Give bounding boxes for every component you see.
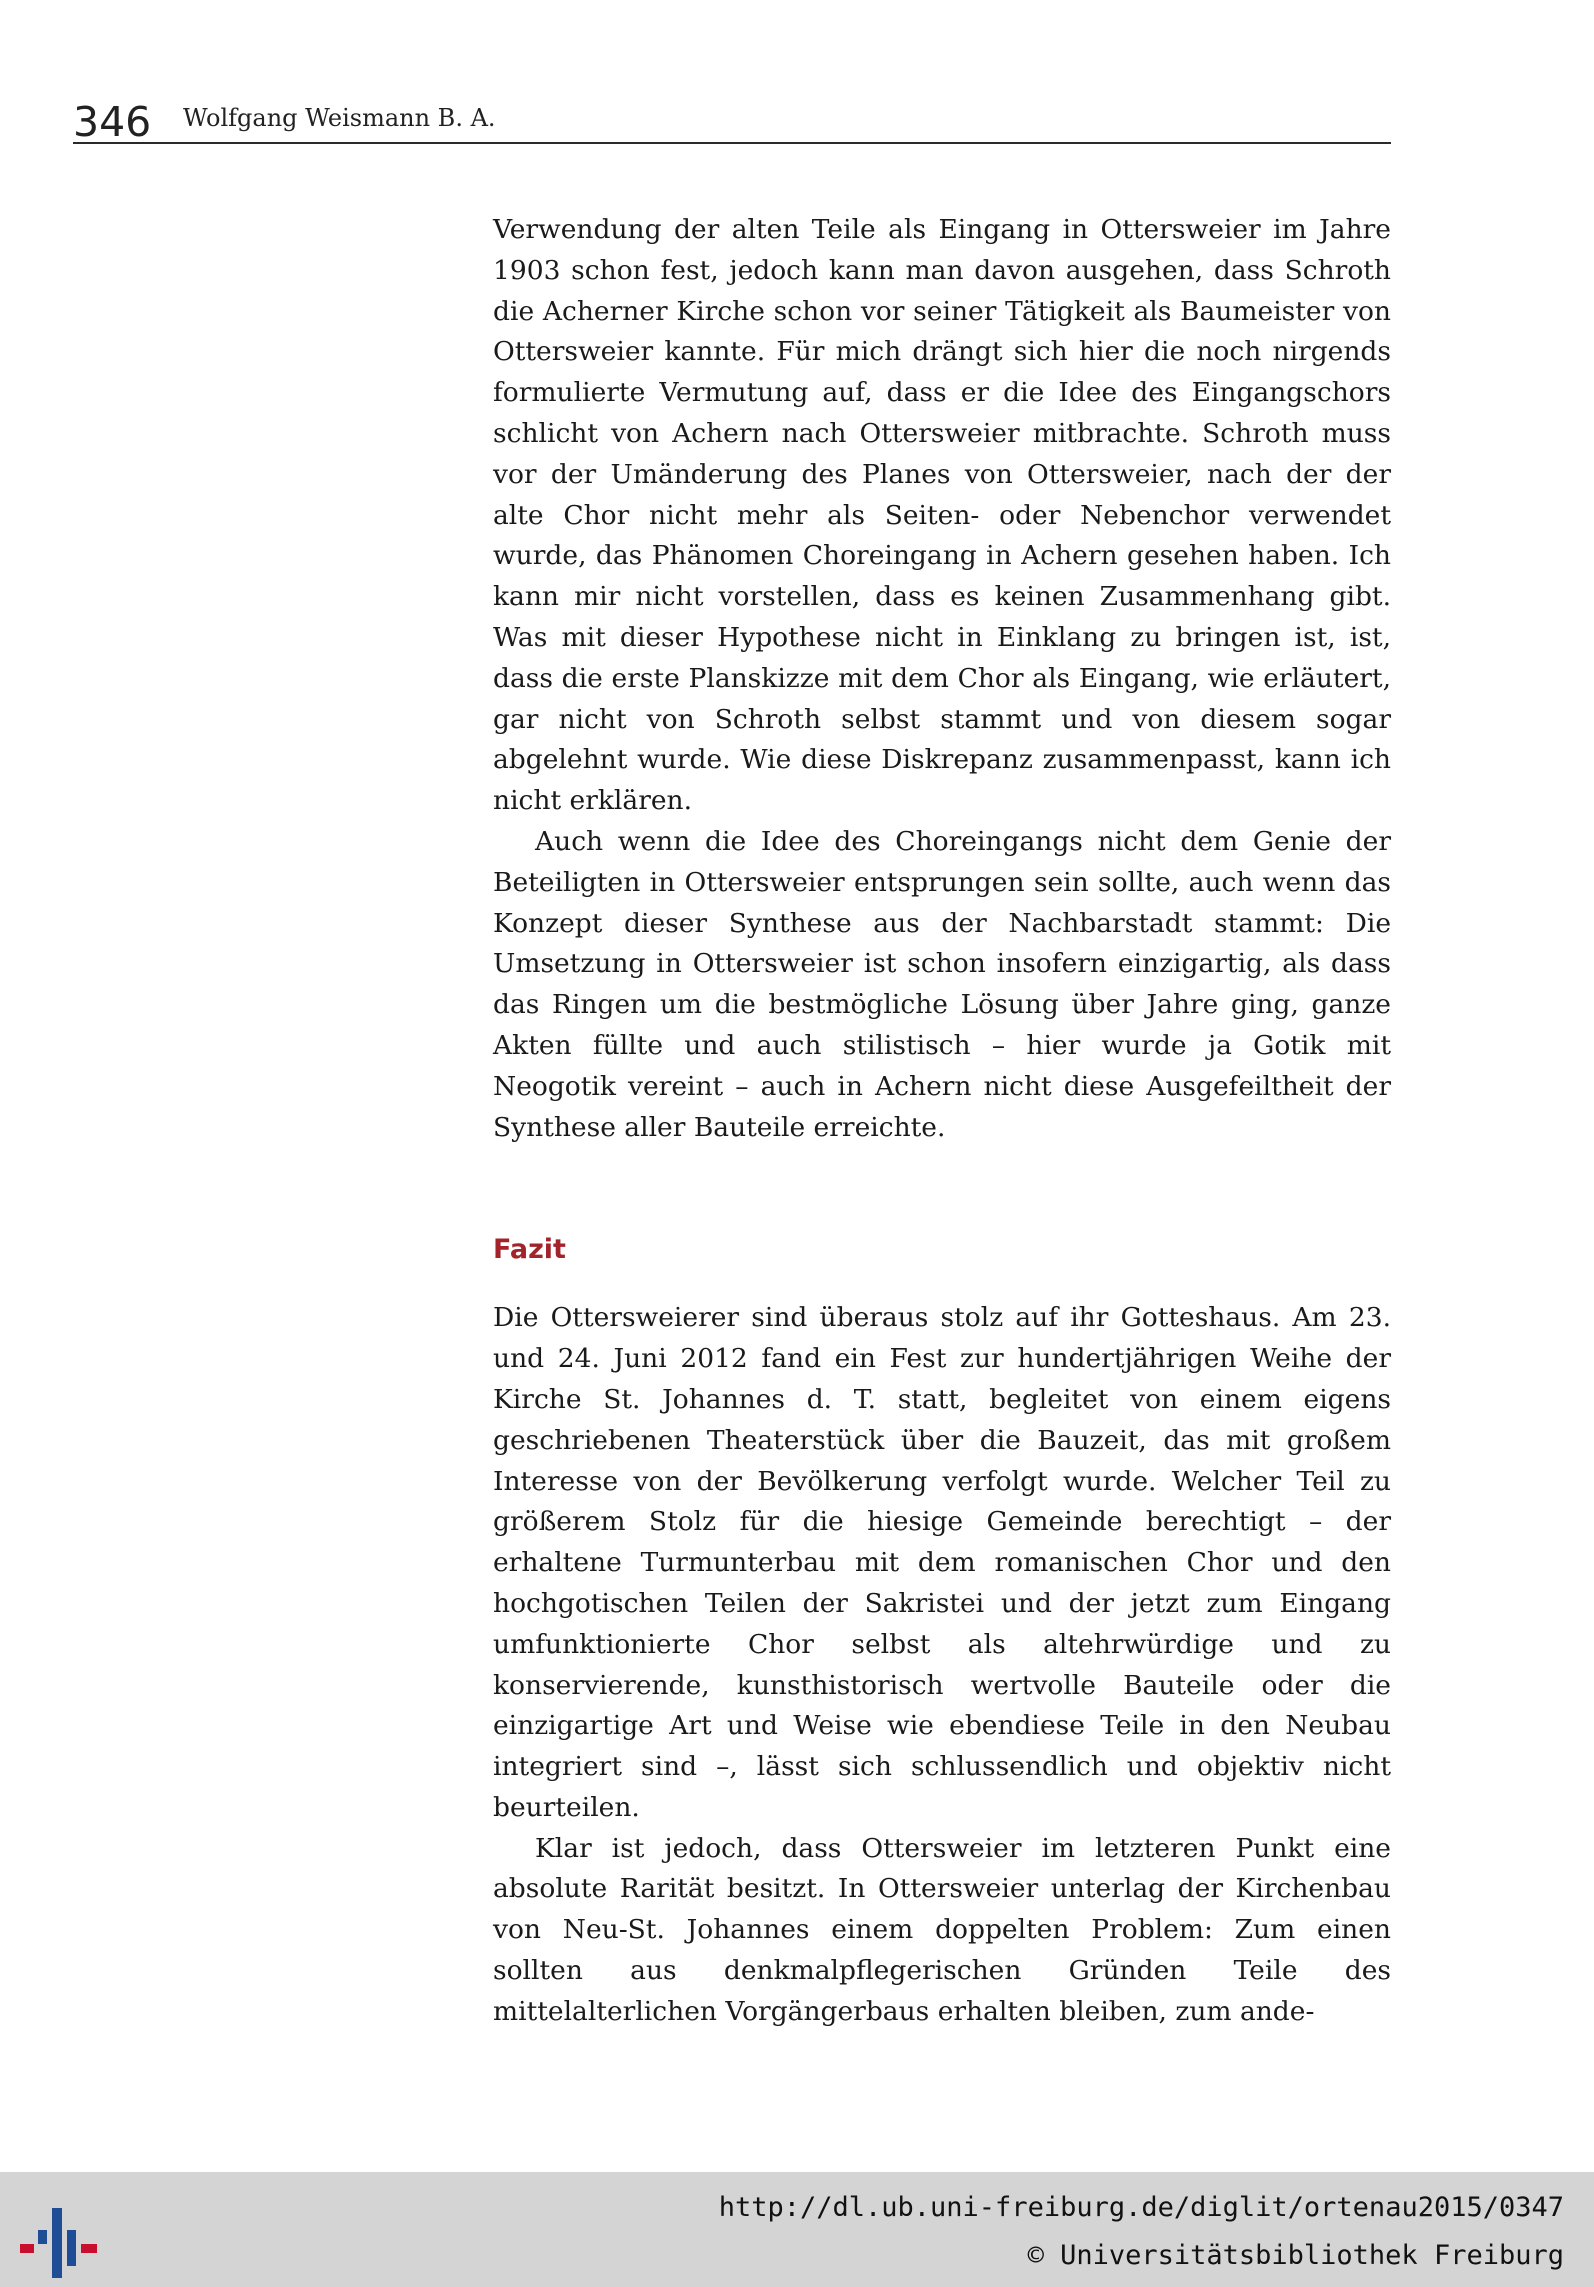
paragraph: Auch wenn die Idee des Choreingangs nicht dem Genie der Beteiligten in Ottersweier entsprungen sein sollte, auch wenn das Konzept dieser Synthese aus der Nachbarstadt stammt: Die Umsetzung in Ottersweier ist schon insofern einzigartig, als dass das Ringen um die bestmögliche Lösung über Jahre ging, ganze Akten füllte und auch stilistisch – hier wurde ja Gotik mit Neogotik vereint – auch in Achern nicht diese Ausgefeiltheit der Synthese aller Bauteile erreichte. <box>493 825 1391 1143</box>
document-url-link[interactable]: http://dl.ub.uni-freiburg.de/diglit/ortenau2015/0347 <box>718 2192 1564 2223</box>
library-footer-bar <box>0 2172 1594 2287</box>
paragraph: Verwendung der alten Teile als Eingang in Ottersweier im Jahre 1903 schon fest, jedoch kann man davon ausgehen, dass Schroth die Acherner Kirche schon vor seiner Tätigkeit als Baumeister von Ottersweier kannte. Für mich drängt sich hier die noch nirgends formulierte Vermutung auf, dass er die Idee des Eingangschors schlicht von Achern nach Ottersweier mitbrachte. Schroth muss vor der Umänderung des Planes von Ottersweier, nach der der alte Chor nicht mehr als Seiten- oder Nebenchor verwendet wurde, das Phänomen Choreingang in Achern gesehen haben. Ich kann mir nicht vorstellen, dass es keinen Zusammenhang gibt. Was mit dieser Hypothese nicht in Einklang zu bringen ist, ist, dass die erste Planskizze mit dem Chor als Eingang, wie erläutert, gar nicht von Schroth selbst stammt und von diesem sogar abgelehnt wurde. Wie diese Diskrepanz zusammenpasst, kann ich nicht erklären. <box>493 214 1391 817</box>
page-number: 346 <box>73 98 152 146</box>
section-heading: Fazit <box>493 1234 566 1266</box>
running-head <box>73 98 1391 144</box>
library-logo-icon <box>20 2208 100 2278</box>
paragraph: Klar ist jedoch, dass Ottersweier im letzteren Punkt eine absolute Rarität besitzt. In Ottersweier unterlag der Kirchenbau von Neu-St. Johannes einem doppelten Problem: Zum einen sollten aus denkmalpflegerischen Gründen Teile des mittelalterlichen Vorgängerbaus erhalten bleiben, zum ande- <box>493 1832 1391 2027</box>
paragraph: Die Ottersweierer sind überaus stolz auf ihr Gotteshaus. Am 23. und 24. Juni 2012 fand ein Fest zur hundertjährigen Weihe der Kirche St. Johannes d. T. statt, begleitet von einem eigens geschriebenen Theaterstück über die Bauzeit, das mit großem Interesse von der Bevölkerung verfolgt wurde. Welcher Teil zu größerem Stolz für die hiesige Gemeinde berechtigt – der erhaltene Turmunterbau mit dem romanischen Chor und den hochgotischen Teilen der Sakristei und der jetzt zum Eingang umfunktionierte Chor selbst als altehrwürdige und zu konservierende, kunsthistorisch wertvolle Bauteile oder die einzigartige Art und Weise wie ebendiese Teile in den Neubau integriert sind –, lässt sich schlussendlich und objektiv nicht beurteilen. <box>493 1302 1391 1823</box>
copyright-notice: © Universitätsbibliothek Freiburg <box>1027 2240 1564 2271</box>
running-head-author: Wolfgang Weismann B. A. <box>183 104 496 132</box>
text-column <box>493 210 1391 2033</box>
